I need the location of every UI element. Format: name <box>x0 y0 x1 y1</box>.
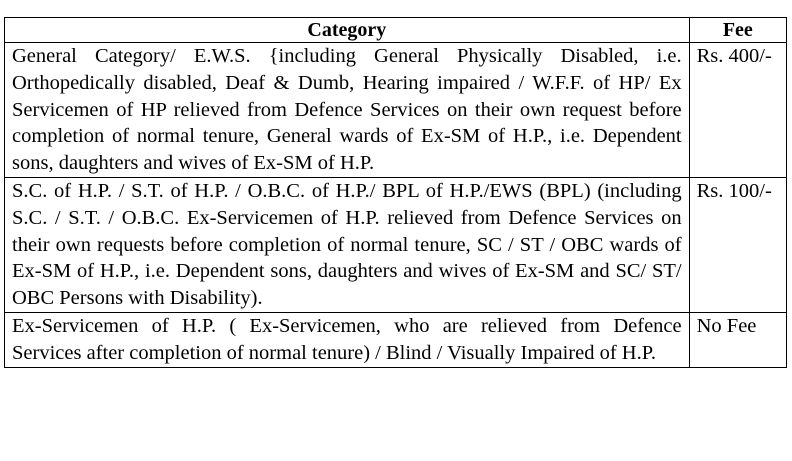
category-cell: Ex-Servicemen of H.P. ( Ex-Servicemen, who are relieved from Defence Services after completion of normal tenure) / Blind / Visually Impaired of H.P. <box>5 312 690 367</box>
category-cell: General Category/ E.W.S. {including General Physically Disabled, i.e. Orthopedically disabled, Deaf & Dumb, Hearing impaired / W.F.F. of HP/ Ex Servicemen of HP relieved from Defence Services on their own request before completion of normal tenure, General wards of Ex-SM of H.P., i.e. Dependent sons, daughters and wives of Ex-SM of H.P. <box>5 43 690 178</box>
fee-header: Fee <box>689 18 786 43</box>
fee-table <box>4 17 787 368</box>
fee-cell: Rs. 100/- <box>689 177 786 312</box>
category-header: Category <box>5 18 690 43</box>
table-row <box>5 312 787 367</box>
table-row <box>5 177 787 312</box>
header-row <box>5 18 787 43</box>
category-cell: S.C. of H.P. / S.T. of H.P. / O.B.C. of H.P./ BPL of H.P./EWS (BPL) (including S.C. / S.T. / O.B.C. Ex-Servicemen of H.P. relieved from Defence Services on their own requests before completion of normal tenure, SC / ST / OBC wards of Ex-SM of H.P., i.e. Dependent sons, daughters and wives of Ex-SM and SC/ ST/ OBC Persons with Disability). <box>5 177 690 312</box>
table-row <box>5 43 787 178</box>
fee-cell: No Fee <box>689 312 786 367</box>
fee-cell: Rs. 400/- <box>689 43 786 178</box>
